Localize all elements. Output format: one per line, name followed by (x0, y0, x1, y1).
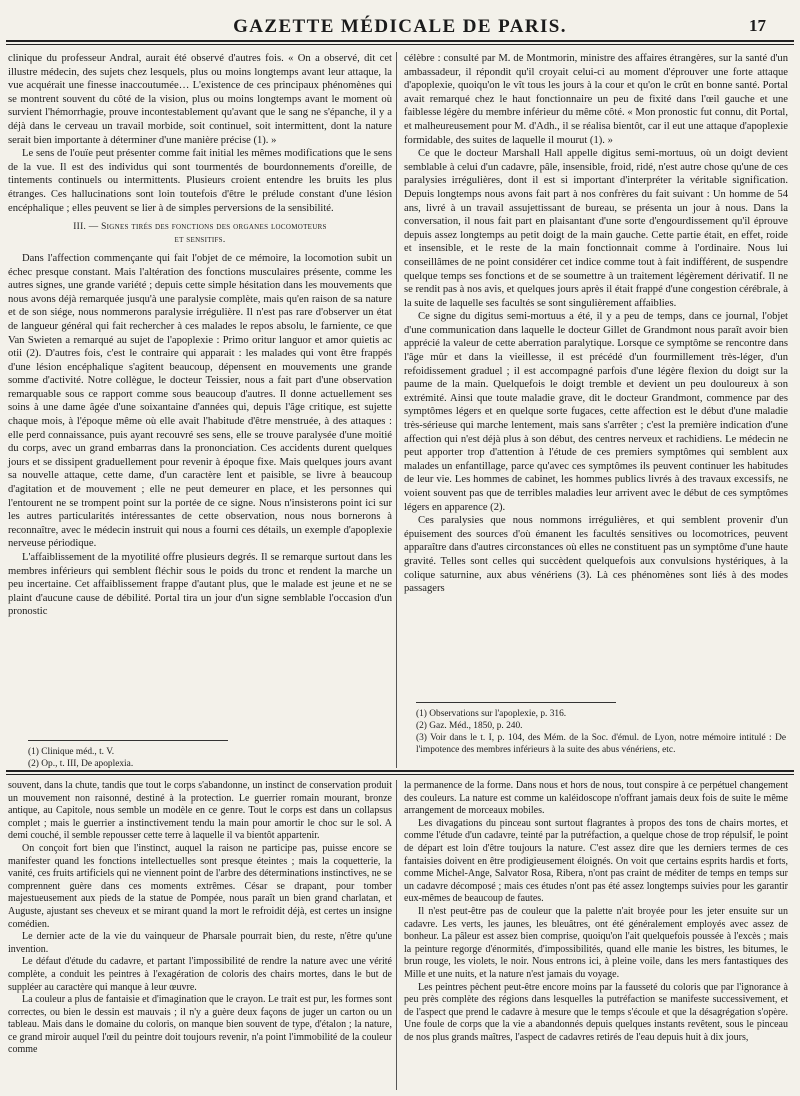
feuilleton-paragraph: La couleur a plus de fantaisie et d'imagination que le crayon. Le trait est pur, les formes sont correctes, ou bien le dessin est mauvais ; il n'y a guère deux façons de juger un carton ou un tableau. Mais dans le domaine du coloris, on manque bien souvent de type, d'étalon ; la nature, ce grand miroir auquel l'œil du peintre doit toujours revenir, n'a point l'immobilité de la couleur comme (8, 994, 392, 1056)
right-paragraph-3: Ce signe du digitus semi-mortuus a été, il y a peu de temps, dans ce journal, l'objet d'une communication dans laquelle le docteur Gillet de Grandmont nous paraît avoir bien apprécié la valeur de cette aberration paralytique. Lorsque ce symptôme se rencontre dans l'âge mûr et dans la vieillesse, il est précédé d'un fourmillement très-léger, d'un refoidissement graduel ; il est accompagné parfois d'une légère flexion du doigt sur la paume de la main. Quelquefois le doigt tremble et devient un peu douloureux à son extrémité. Ainsi que toute maladie grave, dit le docteur Grandmont, commence par des symptômes légers et en quelque sorte fugaces, cette affection est le début d'une maladie très-sérieuse qui marche lentement, mais sans s'arrêter ; c'est la première indication d'une affection qui n'est déjà plus à son début, des centres nerveux et rachidiens. Le médecin ne peut apporter trop d'attention à l'étude de ces premiers symptômes qui semblent aux malades un enfantillage, parce qu'avec ces symptômes ils peuvent continuer les habitudes de leur vie. Les hommes de cabinet, les hommes publics livrés à des travaux excessifs, ne voient souvent pas que de terribles maladies leur arrivent avec le début de ces symptômes légers en apparence (2). (404, 311, 788, 513)
left-paragraph-4: L'affaiblissement de la myotilité offre plusieurs degrés. Il se remarque surtout dans les membres inférieurs qui semblent fléchir sous le poids du tronc et rendent la marche un peu incertaine. Cet affaiblissement frappe d'autant plus, que le malade est jeune et ne se plaint d'aucune cause de débilité. Portal tira un jour d'un signe semblable l'occasion d'un pronostic (8, 552, 392, 618)
left-paragraph-1: clinique du professeur Andral, aurait été observé d'autres fois. « On a observé, dit cet illustre médecin, des sujets chez lesquels, plus ou moins longtemps avant leur attaque, la vue acquérait une finesse inaccoutumée… L'existence de ces principaux phénomènes qui se montrent souvent du côté de la vision, plus ou moins longtemps avant le moment où survient l'hémorrhagie, prouve incontestablement qu'avant que le sang ne s'épanche, il y a déjà dans le cerveau un travail morbide, soit continuel, soit intermittent, dont la nature serait bien importante à déterminer d'une manière précise (1). » (8, 53, 392, 146)
footnote: (3) Voir dans le t. I, p. 104, des Mém. de la Soc. d'émul. de Lyon, notre mémoire intitulé : De l'impotence des membres inférieurs à la suite des abus vénériens, etc. (416, 733, 786, 755)
right-paragraph-4: Ces paralysies que nous nommons irrégulières, et qui semblent provenir d'un épuisement des sources d'où émanent les facultés sensitives ou locomotrices, peuvent apparaître dans d'autres circonstances où elles ne constituent pas un symptôme d'une haute gravité. Telles sont celles qui succèdent quelquefois aux convulsions hystériques, à la colique saturnine, aux abus vénériens (3). Là ces phénomènes sont liés à des modes passagers (404, 515, 788, 595)
feuilleton-paragraph: On conçoit fort bien que l'instinct, auquel la raison ne participe pas, puisse encore se manifester quand les fonctions intellectuelles sont presque éteintes ; mais la coquetterie, la vanité, ces fruits artificiels qui ne viennent point de l'arbre des déterminations instinctives, ne se comprennent guère dans ces moments extrêmes. César se drapant, pour tomber majestueusement aux pieds de la statue de Pompée, nous paraît un bien grand charlatan, et Auguste, ajustant ses cheveux et se mirant quand la mort le refroidit déjà, est certes un insigne comédien. (8, 842, 392, 930)
right-paragraph-1: célèbre : consulté par M. de Montmorin, ministre des affaires étrangères, sur la santé d'un ambassadeur, il répondit qu'il croyait celui-ci au moment d'éprouver une forte attaque d'apoplexie, quoiqu'on le vît tous les jours à la cour et qu'on le crût en bonne santé. Portal avait remarqué chez le haut fonctionnaire un peu de fixité dans l'œil gauche et une faiblesse légère du membre inférieur du même côté. « Mon pronostic fut connu, dit Portal, et malheureusement pour M. d'Adh., il se réalisa bientôt, car il eut une attaque d'apoplexie formidable, des suites de laquelle il mourut (1). » (404, 53, 788, 146)
feuilleton-rule (6, 770, 794, 772)
footnote: (1) Clinique méd., t. V. (28, 747, 115, 757)
right-footnotes (416, 694, 786, 756)
left-paragraph-3: Dans l'affection commençante qui fait l'objet de ce mémoire, la locomotion subit un échec presque constant. Mais l'altération des fonctions musculaires présente, comme les autres signes, une grande variété ; depuis cette simple hésitation dans les mouvements que nous avons déjà remarquée jusqu'à une paralysie complète, mais qu'en raison de sa nature et de son siége, nous nommerons paralysie irrégulière. Il n'est pas rare d'observer un état de langueur général qui fait rechercher à ces malades le repos absolu, le farniente, ce que Van Swieten a remarqué au sujet de l'apoplexie : Primo oritur languor et amor quietis ac otii (2). D'autres fois, c'est le contraire qui apparait : les malades qui vont être frappés d'une lésion encéphalique s'agitent beaucoup, dépensent en mouvements une grande somme d'activité. Notre collègue, le docteur Teissier, nous a fait part d'une observation remarquable sous ce rapport comme sous beaucoup d'autres. Il donne actuellement ses soins à une dame âgée d'une soixantaine d'années qui, depuis l'âge critique, est sujette chaque mois, à l'époque même où elle avait l'habitude d'être menstruée, à des attaques : elle perd connaissance, puis ayant recouvré ses sens, elle se trouve paralysée d'une moitié du corps, avec un grand embarras dans la prononciation. Ces accidents durent quelques jours et se dissipent graduellement pour revenir à époque fixe. Mais quelques jours avant sa nouvelle attaque, cette dame, d'un caractère lent et paisible, se livre à beaucoup d'agitation et de mouvement ; elle ne peut demeurer en place, et les personnes qui l'entourent ne se trompent point sur la portée de ce signe. Nous n'insisterons point ici sur les autres particularités intéressantes de cette observation, nous nous bornerons à reconnaître, avec le médecin instruit qui nous a fourni ces détails, un exemple d'apoplexie nerveuse périodique. (8, 252, 392, 550)
column-divider (396, 52, 397, 768)
page-number: 17 (749, 16, 766, 35)
header-rule-thin (6, 44, 794, 45)
footnote: (2) Op., t. III, De apoplexia. (28, 759, 134, 769)
section-heading (8, 221, 392, 246)
footnote-rule (416, 702, 616, 703)
feuilleton-paragraph: Le dernier acte de la vie du vainqueur de Pharsale pourrait bien, du reste, n'être qu'une invention. (8, 931, 392, 955)
page-header (0, 14, 800, 40)
left-column (8, 52, 392, 769)
footnote: (1) Observations sur l'apoplexie, p. 316. (416, 709, 567, 719)
feuilleton-paragraph: souvent, dans la chute, tandis que tout le corps s'abandonne, un instinct de conservation produit un mouvement non raisonné, destiné à la protection. Le guerrier romain mourant, bronze antique, au Capitole, nous semble un modèle en ce genre. Tout le corps est dans un collapsus complet ; mais le guerrier a instinctivement tendu la main pour amortir le choc sur le sol. A demi couché, il semble repousser cette terre à laquelle il va bientôt appartenir. (8, 780, 392, 842)
feuilleton-paragraph: Il n'est peut-être pas de couleur que la palette n'ait broyée pour les jeter ensuite sur un cadavre. Les verts, les jaunes, les bleuâtres, ont été généralement employés avec assez de bonheur. La pâleur est assez bien comprise, quoiqu'on l'ait quelquefois poussée à l'excès ; mais la peinture regorge d'énormités, d'impossibilités, quand elle manie les bistres, les bitumes, le brun rouge, les violets, le noir. Nous entrons ici, à pleine voile, dans les mers fantastiques des Mille et une nuits, et la nature n'est jamais du voyage. (404, 905, 788, 980)
section-heading-line-1: III. — Signes tirés des fonctions des organes locomoteurs (73, 222, 327, 233)
feuilleton-paragraph: Le défaut d'étude du cadavre, et partant l'impossibilité de rendre la nature avec une vérité complète, a conduit les peintres à l'exagération de coloris des chairs mortes, dans le but de suppléer au caractère qui manque à leur œuvre. (8, 956, 392, 993)
masthead-title: GAZETTE MÉDICALE DE PARIS. (233, 16, 567, 37)
feuilleton-rule-thin (6, 774, 794, 775)
section-heading-line-2: et sensitifs. (174, 234, 226, 245)
left-footnotes (28, 732, 388, 770)
feuilleton-right-column (404, 780, 788, 1090)
footnote-rule (28, 740, 228, 741)
right-column (404, 52, 788, 755)
left-paragraph-2: Le sens de l'ouïe peut présenter comme fait initial les mêmes modifications que le sens de la vue. Il est des individus qui sont tourmentés de bourdonnements d'oreille, de tintements continuels ou intermittents. Plusieurs croient entendre les bruits les plus étranges. Ces hallucinations sont loin toutefois d'être le prélude constant d'une lésion encéphalique ; elles peuvent se lier à de simples perversions de la sensibilité. (8, 148, 392, 214)
feuilleton-paragraph: Les peintres pèchent peut-être encore moins par la fausseté du coloris que par l'ignorance à peu près complète des régions dans lesquelles la putréfaction se manifeste successivement, et de l'aspect que prend le cadavre à mesure que le temps s'écoule et que la désagrégation s'opère. Une foule de corps que la vie a abandonnés depuis quelques instants revêtent, sous le pinceau de nos plus grands maîtres, l'aspect de cadavres retirés de l'eau depuis huit à dix jours, (404, 981, 788, 1043)
feuilleton-paragraph: Les divagations du pinceau sont surtout flagrantes à propos des tons de chairs mortes, et comme l'étude d'un cadavre, teinté par la putréfaction, a quelque chose de trop répulsif, le point de départ est loin d'être toujours la nature. C'est assez dire que les derniers termes de ces fantaisies doivent en être prodigieusement éloignés. On voit que certains esprits hardis et forts, comme Michel-Ange, Salvator Rosa, Ribera, n'ont pas craint de méditer de temps en temps sur un cadavre décomposé ; mais ces études n'ont pas été assez longtemps suivies pour les garantir eux-mêmes de beaucoup de fautes. (404, 817, 788, 905)
header-rule (6, 40, 794, 42)
feuilleton-paragraph: la permanence de la forme. Dans nous et hors de nous, tout conspire à ce perpétuel changement des couleurs. La nature est comme un kaléidoscope n'offrant jamais deux fois de suite le même arrangement de morceaux mobiles. (404, 780, 788, 817)
feuilleton-divider (396, 780, 397, 1090)
right-paragraph-2: Ce que le docteur Marshall Hall appelle digitus semi-mortuus, où un doigt devient semblable à celui d'un cadavre, pâle, insensible, froid, ridé, n'est autre chose qu'une de ces paralysies irrégulières, dont il est si important d'interpréter la véritable signification. Depuis longtemps nous avons fait part à nos confrères du fait suivant : Un homme de 54 ans, livré à un travail assujettissant de bureau, se présenta un jour à nous. Dans la conversation, il nous fait part en plaisantant d'une sorte d'engourdissement qu'il éprouve depuis assez longtemps au petit doigt de la main gauche. Cette partie était, en effet, roide et insensible, et le reste de la main fonctionnait comme à l'ordinaire. Nous lui conseillâmes de ne point considérer cet indice comme tout à fait indifférent, de suspendre quelque temps ses fonctions et de se soumettre à un traitement légèrement dérivatif. Il ne se rendit pas à nos avis, et quelques jours après il était frappé d'une congestion cérébrale, à la suite de laquelle ses facultés se sont singulièrement affaiblies. (404, 148, 788, 309)
feuilleton-left-column (8, 780, 392, 1090)
footnote: (2) Gaz. Méd., 1850, p. 240. (416, 721, 523, 731)
